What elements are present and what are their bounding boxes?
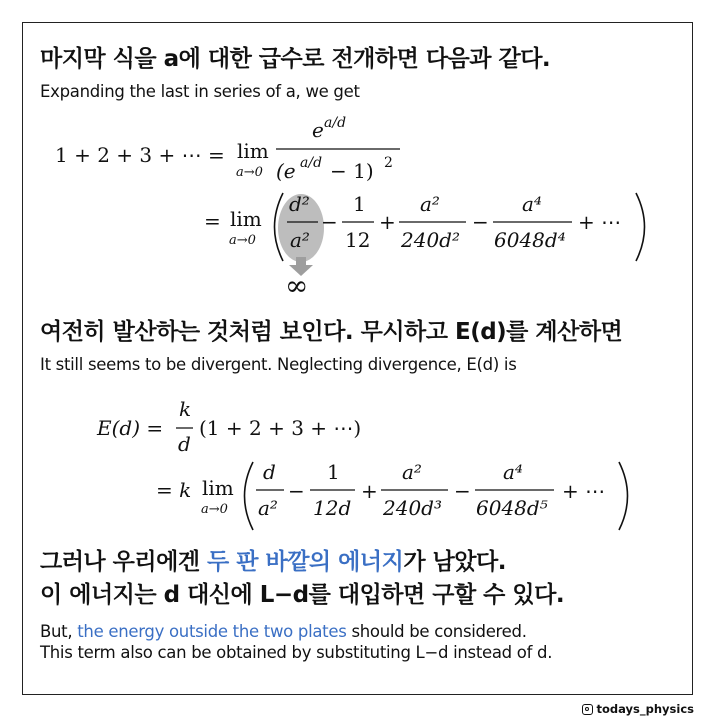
eq4-plus1: +	[361, 479, 378, 503]
heading3-text-a: 그러나 우리에겐	[40, 549, 208, 575]
eq4-t1-den: a²	[258, 496, 278, 520]
eq2-t3-den: 240d²	[401, 228, 460, 252]
eq2-t4-num: a⁴	[522, 192, 542, 216]
instagram-handle[interactable]	[582, 702, 695, 716]
eq2-lim-sub: a→0	[229, 233, 256, 248]
eq4-lim: lim	[202, 476, 234, 500]
eq2-minus1: −	[321, 210, 338, 234]
energy-equation	[0, 392, 720, 537]
eq4-t4-den: 6048d⁵	[476, 496, 548, 520]
heading-korean-1: 마지막 식을 a에 대한 급수로 전개하면 다음과 같다.	[40, 46, 551, 72]
eq1-lhs: 1 + 2 + 3 + ⋯ =	[55, 143, 225, 167]
eq4-minus2: −	[454, 479, 471, 503]
para-text-b: should be considered.	[346, 622, 527, 641]
eq1-den-close: − 1)	[330, 159, 374, 183]
heading3-text-b: 가 남았다.	[403, 549, 506, 575]
heading-korean-3	[40, 543, 506, 576]
eq1-num: e	[312, 118, 324, 142]
eq4-t2-num: 1	[327, 460, 340, 484]
heading-korean-4: 이 에너지는 d 대신에 L−d를 대입하면 구할 수 있다.	[40, 582, 565, 608]
eq1-lim: lim	[237, 139, 269, 163]
eq2-tail: + ⋯	[578, 210, 622, 234]
eq4-tail: + ⋯	[562, 479, 606, 503]
eq2-t3-num: a²	[420, 192, 440, 216]
eq4-t4-num: a⁴	[503, 460, 523, 484]
eq2-plus1: +	[379, 210, 396, 234]
eq1-num-exp: a/d	[324, 115, 347, 131]
paragraph-english-1	[40, 622, 527, 641]
eq4-lim-sub: a→0	[201, 502, 228, 517]
eq2-lim: lim	[230, 207, 262, 231]
eq3-d: d	[178, 432, 191, 456]
eq4-minus1: −	[288, 479, 305, 503]
para-text-a: But,	[40, 622, 78, 641]
instagram-icon	[582, 704, 593, 715]
para-highlight: the energy outside the two plates	[77, 622, 347, 641]
eq3-lhs: E(d) =	[97, 416, 164, 440]
eq4-t2-den: 12d	[313, 496, 352, 520]
handle-text: todays_physics	[596, 702, 694, 716]
paragraph-english-2: This term also can be obtained by substituting L−d instead of d.	[40, 643, 553, 662]
eq1-den-pow: 2	[384, 155, 393, 171]
eq4-t3-den: 240d³	[383, 496, 442, 520]
eq1-lim-sub: a→0	[236, 165, 263, 180]
eq2-t2-num: 1	[353, 192, 366, 216]
eq2-t4-den: 6048d⁴	[494, 228, 566, 252]
eq2-minus2: −	[472, 210, 489, 234]
eq1-den-exp: a/d	[300, 155, 323, 171]
eq4-t1-num: d	[263, 460, 276, 484]
heading-english-2: It still seems to be divergent. Neglecting divergence, E(d) is	[40, 355, 517, 374]
heading-english-1: Expanding the last in series of a, we get	[40, 82, 360, 101]
eq4-t3-num: a²	[402, 460, 422, 484]
eq3-sum: (1 + 2 + 3 + ⋯)	[199, 416, 362, 440]
eq2-t2-den: 12	[345, 228, 371, 252]
eq1-den-open: (e	[276, 159, 296, 183]
eq3-k: k	[179, 397, 192, 421]
eq2-t1-num: d²	[289, 192, 310, 216]
eq2-equals: =	[204, 209, 221, 233]
eq4-equals-k: = k	[156, 478, 192, 502]
eq2-t1-den: a²	[290, 228, 310, 252]
series-expansion-equation	[0, 105, 720, 305]
heading3-highlight: 두 판 바깥의 에너지	[207, 549, 404, 575]
heading-korean-2: 여전히 발산하는 것처럼 보인다. 무시하고 E(d)를 계산하면	[40, 319, 623, 345]
infinity-label: ∞	[285, 269, 309, 302]
